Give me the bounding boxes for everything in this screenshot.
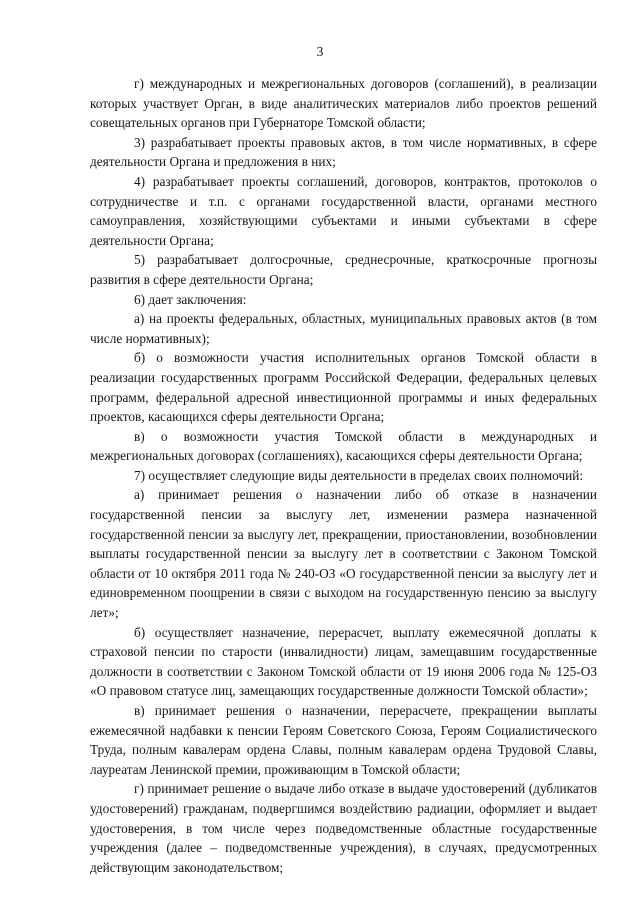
page-number: 3 (316, 44, 324, 59)
paragraph: б) о возможности участия исполнительных органов Томской области в реализации государственных программ Российской Федерации, федеральных целевых программ, федеральной адресной инвестиционной программы и иных федеральных проектов, касающихся сферы деятельности Органа; (90, 350, 597, 425)
paragraph: а) на проекты федеральных, областных, муниципальных правовых актов (в том числе нормативных); (90, 311, 597, 346)
paragraph: в) о возможности участия Томской области в международных и межрегиональных договорах (соглашениях), касающихся сферы деятельности Органа; (90, 428, 597, 464)
document-body (90, 74, 597, 877)
paragraph: 4) разрабатывает проекты соглашений, договоров, контрактов, протоколов о сотрудничестве и т.п. с органами государственной власти, органами местного самоуправления, хозяйствующими субъектами и иными субъектами в сфере деятельности Органа; (90, 173, 597, 248)
paragraph: 3) разрабатывает проекты правовых актов, в том числе нормативных, в сфере деятельности Органа и предложения в них; (90, 134, 597, 170)
paragraph: г) принимает решение о выдаче либо отказе в выдаче удостоверений (дубликатов удостоверений) гражданам, подвергшимся воздействию радиации, оформляет и выдает удостоверения, в том числе через подведомственные областные государственные учреждения (далее – подведомственные учреждения), в случаях, предусмотренных действующим законодательством; (90, 781, 597, 875)
paragraph: г) международных и межрегиональных договоров (соглашений), в реализации которых участвует Орган, в виде аналитических материалов либо проектов решений совещательных органов при Губернаторе Томской области; (90, 76, 597, 131)
paragraph: 5) разрабатывает долгосрочные, среднесрочные, краткосрочные прогнозы развития в сфере деятельности Органа; (90, 252, 597, 287)
paragraph: в) принимает решения о назначении, перерасчете, прекращении выплаты ежемесячной надбавки к пенсии Героям Советского Союза, Героям Социалистического Труда, полным кавалерам ордена Славы, полным кавалерам ордена Трудовой Славы, лауреатам Ленинской премии, проживающим в Томской области; (90, 703, 597, 777)
paragraph: 6) дает заключения: (134, 291, 247, 307)
paragraph: 7) осуществляет следующие виды деятельности в пределах своих полномочий: (134, 467, 584, 483)
paragraph: б) осуществляет назначение, перерасчет, выплату ежемесячной доплаты к страховой пенсии по старости (инвалидности) лицам, замещавшим государственные должности в соответствии с Законом Томской области от 19 июня 2006 года № 125-ОЗ «О правовом статусе лиц, замещающих государственные должности Томской области»; (90, 624, 597, 699)
paragraph: а) принимает решения о назначении либо об отказе в назначении государственной пенсии за выслугу лет, изменении размера назначенной государственной пенсии за выслугу лет, прекращении, приостановлении, возобновлении выплаты государственной пенсии за выслугу лет в соответствии с Законом Томской области от 10 октября 2011 года № 240-ОЗ «О государственной пенсии за выслугу лет и единовременном поощрении в связи с выходом на государственную пенсию за выслугу лет»; (90, 487, 597, 621)
